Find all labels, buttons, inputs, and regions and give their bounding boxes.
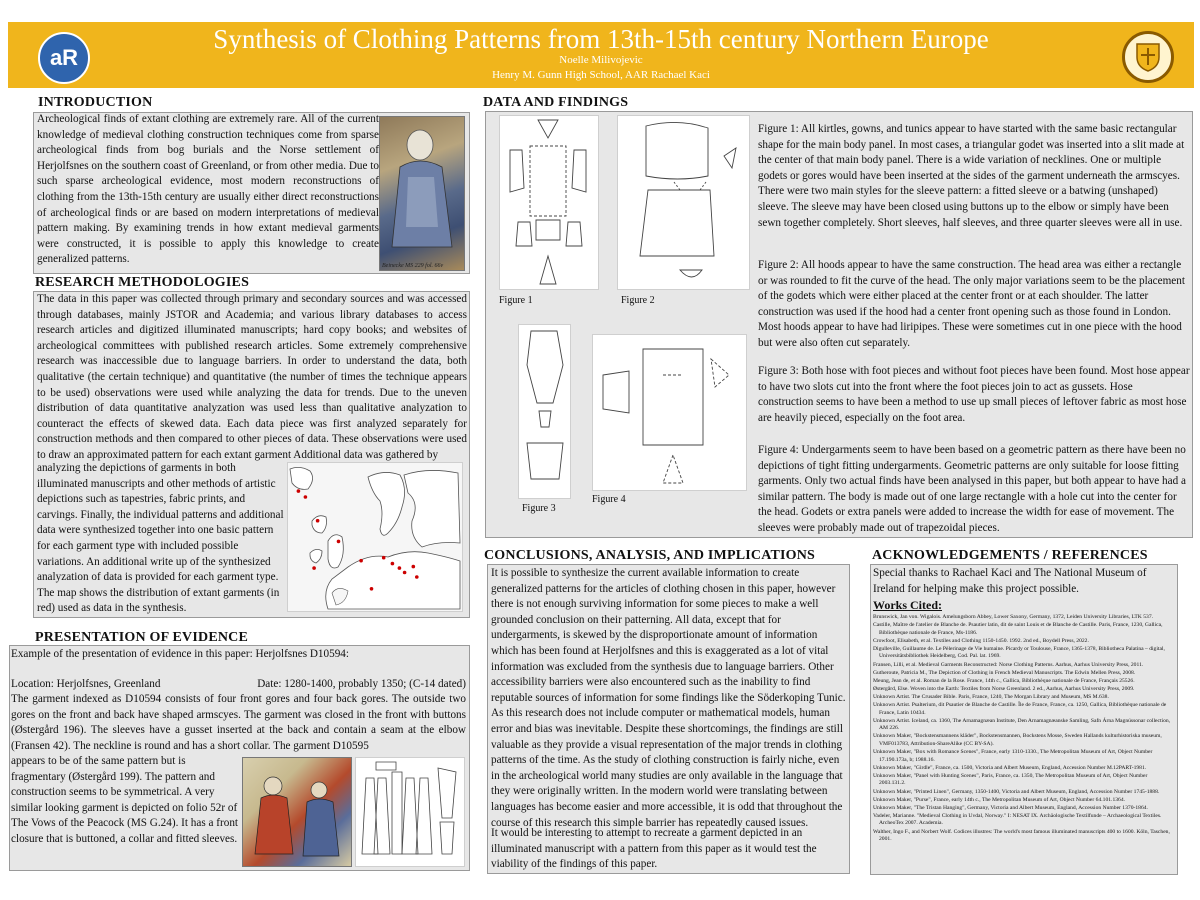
reference-entry: Gutheroute, Patricia M., The Depiction of Clothing in French Medieval Manuscripts. The Edwin Mellen Press, 2008. xyxy=(873,669,1136,676)
map-find-point xyxy=(359,559,363,563)
reference-entry: Østergård, Else. Woven into the Earth: Textiles from Norse Greenland. 2 ed., Aarhus, Aarhus University Press, 2009. xyxy=(873,685,1135,692)
evidence-heading: PRESENTATION OF EVIDENCE xyxy=(35,630,249,645)
map-find-point xyxy=(412,565,416,569)
d10594-pattern-diagram xyxy=(355,757,465,867)
reference-entry: Unknown Maker, "Bockstensmannens kläder", Bockstensmannen, Bockstens Mosse, Sweden Hallands kulturhistoriska museum, VMF013783, Attribution-ShareAlike (CC BY-SA). xyxy=(873,733,1162,747)
data-paragraph-4: Figure 4: Undergarments seem to have been based on a geometric pattern as there have been no depictions of tight fitting undergarments. Geometric patterns are only suitable for loose fitting garments. Only two actual finds have been analysed in this paper, but both appear to have had a similar pattern. The body is made out of one large rectangle with a hole cut into the center for the head. Godets or extra panels were added to increase the width for ease of movement. The sleeves were probably made out of trapezoidal pieces. xyxy=(758,444,1186,534)
evidence-date: Date: 1280-1400, probably 1350; (C-14 dated) xyxy=(257,678,466,690)
figure-4-diagram xyxy=(592,334,747,491)
reference-entry: Unknown Maker, "Printed Linen", Germany, 1350-1400, Victoria and Albert Museum, England, Accession Number 1745-1888. xyxy=(873,788,1160,795)
map-find-point xyxy=(391,562,395,566)
figure-3-caption: Figure 3 xyxy=(522,503,556,514)
reference-entry: Unknown Maker, "Girdle", France, ca. 1500, Victoria and Albert Museum, England, Accession Number M.12PART-1981. xyxy=(873,764,1147,771)
reference-entry: Fransen, Lilli, et al. Medieval Garments Reconstructed: Norse Clothing Patterns. Aarhus, Aarhus University Press, 2011. xyxy=(873,661,1144,668)
conclusions-paragraph-2: It would be interesting to attempt to recreate a garment depicted in an illuminated manuscript with a pattern from this paper as it would test the viability of the findings of this paper. xyxy=(491,827,817,871)
methodologies-text-narrow: analyzing the depictions of garments in both illuminated manuscripts and other methods of artistic depictions such as tapestries, fabric prints, and carvings. Finally, the individual patterns and additional data were synthesized together into one basic pattern for each garment type with included possible variations. An additional write up of the synthesized analyzation of data is provided for each garment type. The map shows the distribution of extant garments (in red) used as data in the synthesis. xyxy=(37,462,284,615)
methodologies-heading: RESEARCH METHODOLOGIES xyxy=(35,275,250,290)
figure-1-diagram xyxy=(499,115,599,290)
acknowledgements-heading: ACKNOWLEDGEMENTS / REFERENCES xyxy=(872,548,1148,563)
manuscript-illustration xyxy=(379,116,465,271)
map-find-point xyxy=(398,566,402,570)
reference-entry: Unknown Artist. The Crusader Bible. Paris, France, 1240, The Morgan Library and Museum, MS M.638. xyxy=(873,693,1109,700)
reference-entry: Crowfoot, Elisabeth, et al. Textiles and Clothing 1150-1450. 1992. 2nd ed., Boydell Press, 2022. xyxy=(873,637,1089,644)
reference-entry: Castille, Maître de l'atelier de Blanche de. Psautier latin, dit de saint Louis et de Blanche de Castille. Paris, France, 1230, Gallica, Bibliothèque nationale de France, Ms-1186. xyxy=(873,622,1163,636)
evidence-location-date-row xyxy=(11,677,466,693)
map-find-point xyxy=(415,575,419,579)
reference-entry: Unknown Maker, "Panel with Hunting Scenes", Paris, France, ca. 1350, The Metropolitan Museum of Art, Object Number 2003.131.2. xyxy=(873,772,1148,787)
reference-entry: Unknown Maker, "Purse", France, early 14th c., The Metropolitan Museum of Art, Object Number 64.101.1364. xyxy=(873,796,1126,803)
map-find-point xyxy=(382,556,386,560)
references-list xyxy=(873,614,1175,844)
poster-header xyxy=(8,22,1194,88)
map-find-point xyxy=(337,540,341,544)
evidence-example: Example of the presentation of evidence in this paper: Herjolfsnes D10594: xyxy=(11,648,350,660)
data-paragraph-2: Figure 2: All hoods appear to have the same construction. The head area was either a rectangle or was rounded to fit the curve of the head. The only major variations seem to be the placement of the godets which were either placed at the center front or at each shoulder. The latter construction was used if the hood had a center front opening such as those found in London. Most hoods appear to have had liripipes. These were sometimes cut in one piece with the hood but were also often cut separately. xyxy=(758,259,1185,349)
map-find-point xyxy=(316,519,320,523)
works-cited-heading: Works Cited: xyxy=(873,598,942,612)
evidence-text-narrow: appears to be of the same pattern but is fragmentary (Østergård 199). The pattern and construction seems to be symmetrical. A very similar looking garment is depicted on folio 52r of The Vows of the Peacock (MS G.24). It has a front closure that is buttoned, a collar and fitted sleeves. xyxy=(11,755,239,845)
image-caption: Beinecke MS 229 fol. 66v xyxy=(382,263,444,269)
data-paragraph-1: Figure 1: All kirtles, gowns, and tunics appear to have started with the same basic rectangular shape for the main body panel. In most cases, a triangular godet was inserted into a slit made at the center of that main body panel. There is a wide variation of necklines. One or multiple godets or gores would have been inserted at the sides of the garment underneath the armscyes. There were two main styles for the sleeve pattern: a fitted sleeve or a batwing (unshaped) sleeve. The sleeve may have been closed using buttons up to the elbow or simply have been sewn together completely. Short sleeves, half sleeves, and three quarter sleeves were all in use. xyxy=(758,123,1185,229)
reference-entry: Unknown Artist. Psalterium, dit Psautier de Blanche de Castille. Île de France, France, ca. 1250, Gallica, Bibliothèque nationale de France, Latin 10434. xyxy=(873,702,1167,716)
reference-entry: Unknown Artist. Iceland, ca. 1360, The Arnamagnæan Institute, Den Arnamagnæanske Samling, Safn Árna Magnússonar collection, AM 226. xyxy=(873,717,1171,732)
reference-entry: Meung, Jean de, et al. Roman de la Rose. France, 14th c., Gallica, Bibliothèque nationale de France, Français 25526. xyxy=(873,677,1135,684)
conclusions-heading: CONCLUSIONS, ANALYSIS, AND IMPLICATIONS xyxy=(484,548,816,563)
reference-entry: Walther, Ingo F., and Norbert Wolf. Codices illustres: The world's most famous illuminated manuscripts 400 to 1600. Köln, Taschen, 2001. xyxy=(873,828,1170,843)
figure-3-diagram xyxy=(518,324,571,499)
figure-2-caption: Figure 2 xyxy=(621,295,655,306)
crest-icon xyxy=(1122,31,1174,83)
data-heading: DATA AND FINDINGS xyxy=(483,95,629,110)
figure-1-caption: Figure 1 xyxy=(499,295,533,306)
reference-entry: Brunswick, Jan von. Wigalois. Amelungsborn Abbey, Lower Saxony, Germany, 1372, Leiden University Libraries, LTK 537. xyxy=(873,614,1154,620)
poster-title: Synthesis of Clothing Patterns from 13th-15th century Northern Europe xyxy=(213,24,989,54)
data-paragraph-3: Figure 3: Both hose with foot pieces and without foot pieces have been found. Most hose appear to have two slots cut into the front where the foot pieces join to act as gussets. Hose construction seems to have been a method to use up small pieces of leftover fabric as most hose are heavily pieced, especially on the foot area. xyxy=(758,365,1190,424)
conclusions-paragraph-1: It is possible to synthesize the current available information to create generalized patterns for the articles of clothing chosen in this paper, however there is not enough surviving information for some pieces to make a well grounded conclusion on their patterning. All data, except that for undergarments, is skewed by the disproportionate amount of information which has been found at Herjolfsnes and this is exaggerated as a lot of vital information was excluded from the synthesis due to language barriers. Other accessibility barriers were also encountered such as the inability to find reputable sources of information for some findings like the Söderkoping Tunic. As this research does not include computer or mathematical models, human error and bias was inevitable. Despite these shortcomings, the findings are still valuable as they provide a visual representation of the major trends in clothing patterns of the time. As the study of clothing construction is fairly niche, even in the archeological world many studies are only available in the language that they were originally written. In the modern world were translating between languages has become easier and more accessible, it is odd that throughout the course of this research this simple barrier has repeatedly caused issues. xyxy=(491,567,846,829)
figure-2-diagram xyxy=(617,115,750,290)
reference-entry: Digulleville, Guillaume de. Le Pèlerinage de Vie humaine. Picardy or Toulouse, France, 1365-1378, Bibliotheca Palatina – digital, Universitätsbibliothek Heidelberg, Cod. Pal. lat. 1969. xyxy=(873,645,1165,660)
reference-entry: Unknown Maker, "Box with Romance Scenes", France, early 1310-1330., The Metropolitan Museum of Art, Object Number 17.190.173a, b; 1988.16. xyxy=(873,749,1153,763)
reference-entry: Vadeler, Marianne. "Medieval Clothing in Uvdal, Norway." I: NESAT IX. Archäologische Textilfunde – Archaeological Textiles. ArcheoTex 2007. Academia. xyxy=(873,812,1162,827)
map-find-point xyxy=(304,495,308,499)
map-find-point xyxy=(403,571,407,575)
introduction-heading: INTRODUCTION xyxy=(38,95,153,110)
figure-4-caption: Figure 4 xyxy=(592,494,626,505)
introduction-text: Archeological finds of extant clothing are extremely rare. All of the current knowledge of medieval clothing construction techniques come from sparse archeological finds from bog burials and the Norse settlement of Herjolfsnes on the southern coast of Greenland, or from other media. Due to such sparse archeological evidence, most modern reconstructions of clothing from the 13th-15th century are usually either direct reconstructions of archeological finds or are based on modern interpretations of medieval pattern making. By examining trends in how extant medieval garments were constructed, it is possible to apply this knowledge to create generalized patterns. xyxy=(37,113,379,266)
evidence-text-full: The garment indexed as D10594 consists of four front gores and four back gores. The outside two gores on the front and back have shaped armscyes. The garment was closed in the front with buttons (Østergård 196). The sleeves have a gusset inserted at the back and contain a seam at the elbow (Fransen 42). The neckline is round and has a short collar. The garment D10595 xyxy=(11,693,466,752)
map-find-point xyxy=(297,489,301,493)
aar-logo-icon: aR xyxy=(38,32,90,84)
author-name: Noelle Milivojevic xyxy=(559,54,643,66)
reference-entry: Unknown Maker, "The Tristan Hanging", Germany, Victoria and Albert Museum, England, Accession Number 1370-1864. xyxy=(873,804,1148,811)
europe-map xyxy=(287,462,463,612)
manuscript-garment-image xyxy=(242,757,352,867)
map-find-point xyxy=(370,587,374,591)
affiliation: Henry M. Gunn High School, AAR Rachael Kaci xyxy=(492,69,710,81)
acknowledgements-thanks: Special thanks to Rachael Kaci and The National Museum of Ireland for helping make this project possible. xyxy=(873,567,1147,595)
evidence-location: Location: Herjolfsnes, Greenland xyxy=(11,678,161,690)
map-find-point xyxy=(312,566,316,570)
methodologies-text-full: The data in this paper was collected through primary and secondary sources and was accessed through databases, mainly JSTOR and Academia; and various library databases to access research articles and digitized illuminated manuscripts; hard copy books; and websites of archeological committees with published research articles. Some extremely comprehensive research was inaccessible due to language barriers. In order to understand the data, both qualitative (the certain technique) and quantitative (the number of times the technique appears to be used) observations were used while analyzing the data for trends. Due to the uneven distribution of data quantitative analyzation was used less than qualitative analyzation to counteract the effects of skewed data. Each data piece was first analyzed separately for construction methods and then compared to other pieces of data. These observations were used to draw an approximated pattern for each extant garment Additional data was gathered by xyxy=(37,293,467,461)
